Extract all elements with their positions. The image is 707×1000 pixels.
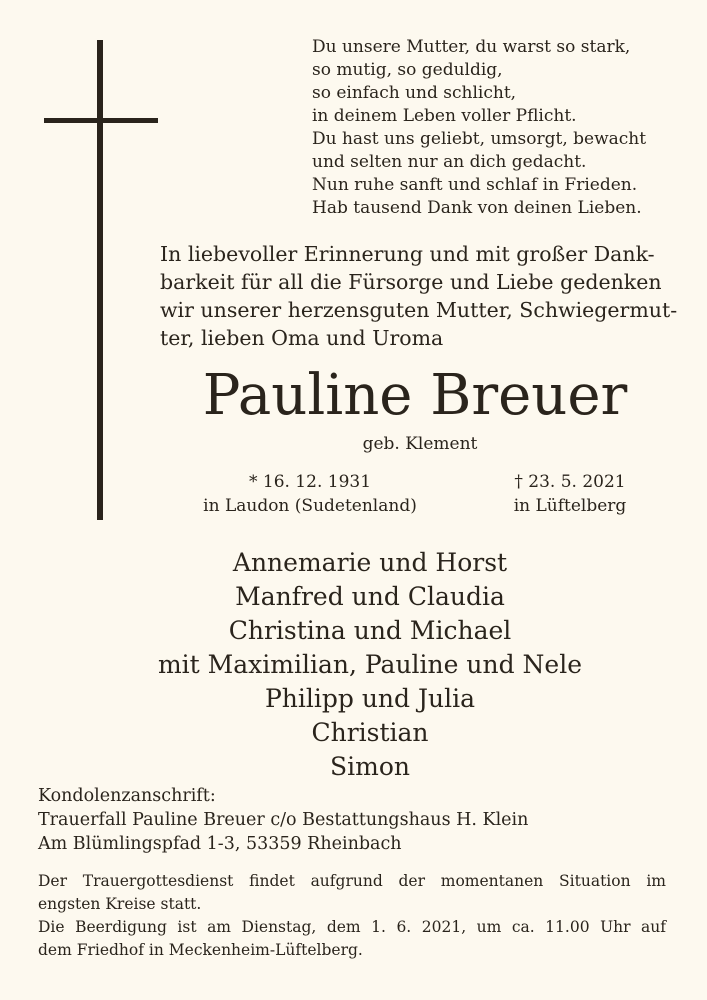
poem-line: so mutig, so geduldig,: [312, 60, 503, 80]
intro-line: wir unserer herzensguten Mutter, Schwiegermut-: [160, 298, 678, 322]
condolence-line: Trauerfall Pauline Breuer c/o Bestattungshaus H. Klein: [38, 810, 529, 830]
birth-info: [180, 470, 440, 518]
deceased-name: Pauline Breuer: [202, 363, 628, 428]
intro-line: barkeit für all die Fürsorge und Liebe gedenken: [160, 270, 662, 294]
condolence-line: Am Blümlingspfad 1-3, 53359 Rheinbach: [38, 834, 402, 854]
intro-line: In liebevoller Erinnerung und mit großer Dank-: [160, 242, 655, 266]
birth-date: * 16. 12. 1931: [248, 472, 372, 492]
notice-line: Die Beerdigung ist am Dienstag, dem 1. 6. 2021, um ca. 11.00 Uhr auf: [38, 918, 666, 936]
poem-line: und selten nur an dich gedacht.: [312, 152, 587, 172]
birth-place: in Laudon (Sudetenland): [203, 496, 417, 516]
death-date: † 23. 5. 2021: [514, 472, 626, 492]
condolence-address: [38, 784, 678, 856]
maiden-name: geb. Klement: [362, 434, 478, 454]
poem-line: so einfach und schlicht,: [312, 83, 517, 103]
family-line: Manfred und Claudia: [235, 582, 505, 611]
notice-line: engsten Kreise statt.: [38, 895, 202, 913]
intro-line: ter, lieben Oma und Uroma: [160, 326, 444, 350]
condolence-line: Kondolenzanschrift:: [38, 786, 216, 806]
family-line: Christian: [311, 718, 429, 747]
poem-line: Nun ruhe sanft und schlaf in Frieden.: [312, 175, 638, 195]
family-line: mit Maximilian, Pauline und Nele: [157, 650, 583, 679]
family-line: Simon: [330, 752, 410, 781]
notice-line: dem Friedhof in Meckenheim-Lüftelberg.: [38, 941, 363, 959]
service-notice: [38, 870, 666, 962]
poem-line: in deinem Leben voller Pflicht.: [312, 106, 577, 126]
cross-vertical-bar: [97, 40, 103, 520]
family-line: Philipp und Julia: [264, 684, 476, 713]
notice-line: Der Trauergottesdienst findet aufgrund der momentanen Situation im: [38, 872, 666, 890]
poem-line: Du hast uns geliebt, umsorgt, bewacht: [312, 129, 647, 149]
cross-horizontal-bar: [44, 118, 158, 123]
intro-text: [160, 240, 680, 352]
poem-line: Du unsere Mutter, du warst so stark,: [312, 37, 631, 57]
family-line: Annemarie und Horst: [232, 548, 508, 577]
family-list: [60, 546, 680, 784]
death-place: in Lüftelberg: [513, 496, 627, 516]
family-line: Christina und Michael: [228, 616, 512, 645]
poem-line: Hab tausend Dank von deinen Lieben.: [312, 198, 642, 218]
death-info: [495, 470, 645, 518]
poem: [312, 36, 692, 220]
